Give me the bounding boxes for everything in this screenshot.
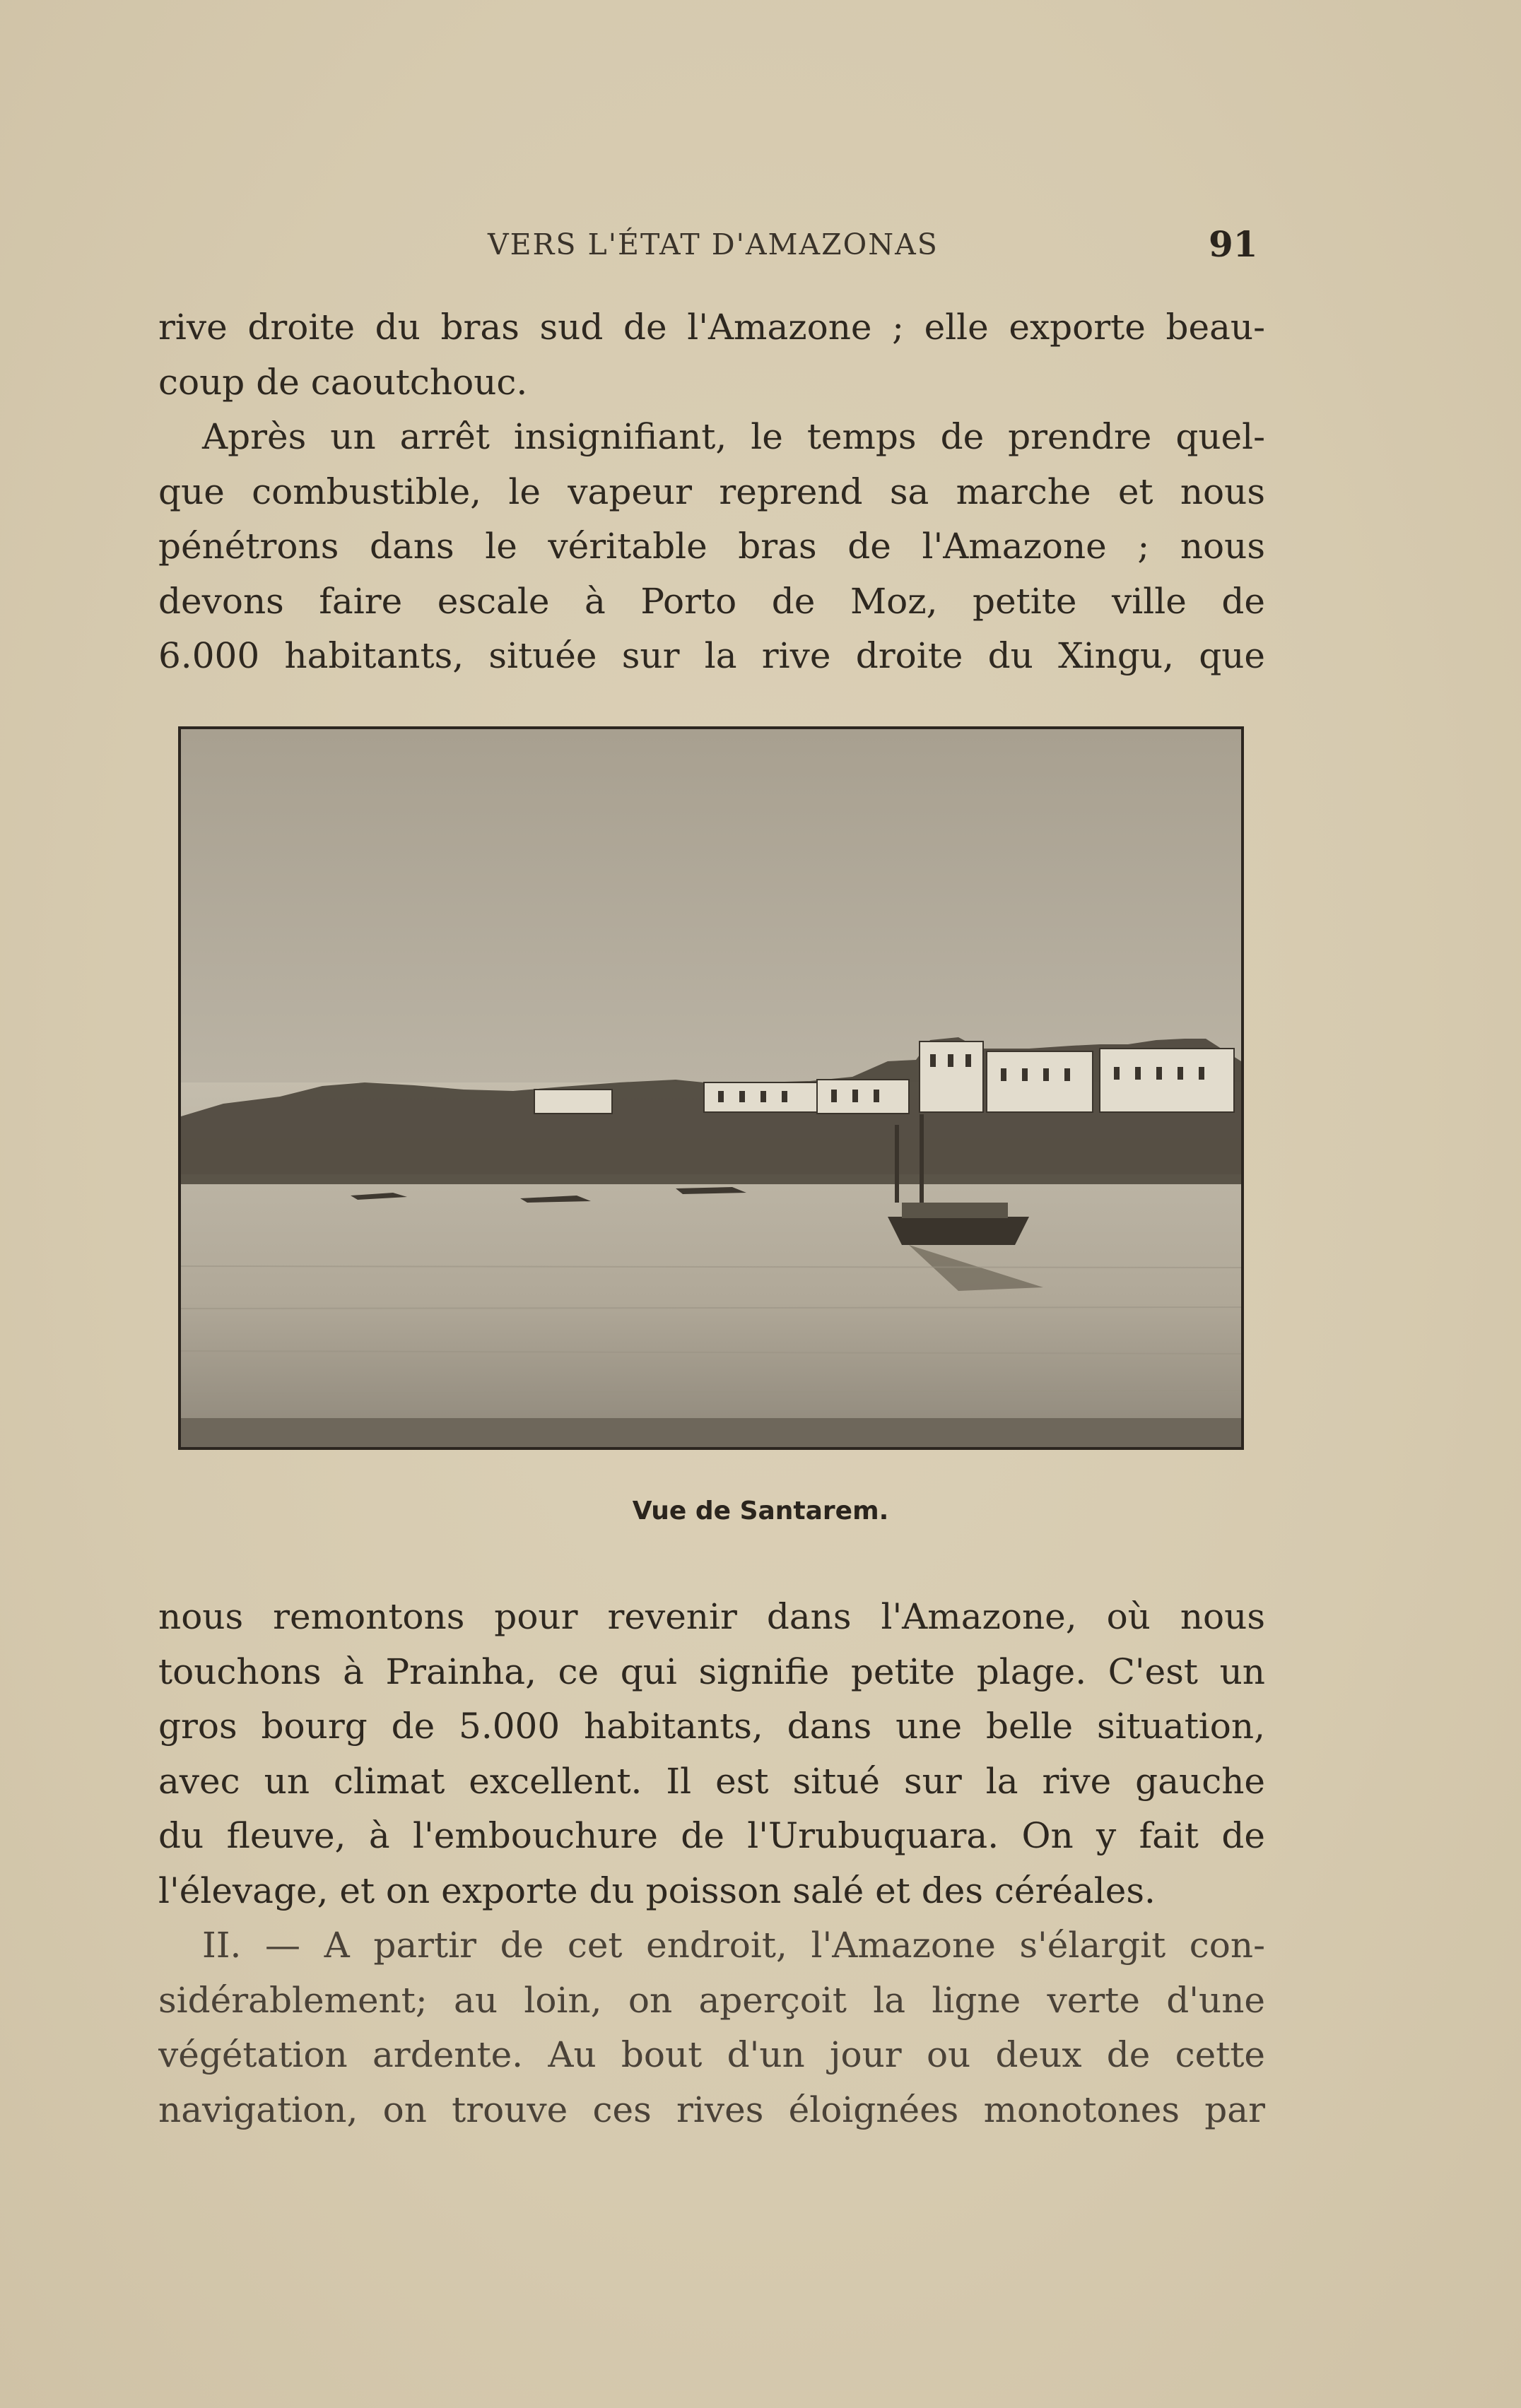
text-line: l'élevage, et on exporte du poisson salé et des céréales. — [158, 1870, 1156, 1911]
body-text-top — [158, 300, 1265, 684]
figure-caption: Vue de Santarem. — [632, 1497, 889, 1525]
waterline — [181, 1174, 1241, 1184]
text-line: devons faire escale à Porto de Moz, petite ville de — [158, 580, 1265, 622]
text-line: végétation ardente. Au bout d'un jour ou deux de cette — [158, 2034, 1265, 2075]
text-line: sidérablement; au loin, on aperçoit la ligne verte d'une — [158, 1979, 1265, 2021]
text-line: touchons à Prainha, ce qui signifie petite plage. C'est un — [158, 1651, 1265, 1692]
harbor-scene-illustration — [181, 729, 1241, 1447]
text-line: Après un arrêt insignifiant, le temps de prendre quel- — [202, 416, 1265, 457]
text-line: nous remontons pour revenir dans l'Amazone, où nous — [158, 1596, 1265, 1637]
text-line: coup de caoutchouc. — [158, 361, 528, 403]
text-line: II. — A partir de cet endroit, l'Amazone s'élargit con- — [202, 1925, 1265, 1966]
page-number: 91 — [1209, 223, 1258, 265]
sky — [181, 729, 1241, 1082]
text-line: rive droite du bras sud de l'Amazone ; elle exporte beau- — [158, 307, 1265, 348]
text-line: que combustible, le vapeur reprend sa marche et nous — [158, 471, 1265, 512]
santarem-photograph — [178, 726, 1244, 1450]
running-head — [0, 223, 1521, 270]
text-line: navigation, on trouve ces rives éloignées monotones par — [158, 2089, 1265, 2130]
text-line: gros bourg de 5.000 habitants, dans une belle situation, — [158, 1706, 1265, 1747]
text-line: du fleuve, à l'embouchure de l'Urubuquara. On y fait de — [158, 1815, 1265, 1856]
text-line: avec un climat excellent. Il est situé sur la rive gauche — [158, 1760, 1265, 1802]
body-text-bottom — [158, 1590, 1265, 2137]
text-line: pénétrons dans le véritable bras de l'Amazone ; nous — [158, 526, 1265, 567]
text-line: 6.000 habitants, située sur la rive droite du Xingu, que — [158, 635, 1265, 676]
running-title: VERS L'ÉTAT D'AMAZONAS — [488, 228, 939, 261]
foreground-shore — [181, 1418, 1241, 1447]
